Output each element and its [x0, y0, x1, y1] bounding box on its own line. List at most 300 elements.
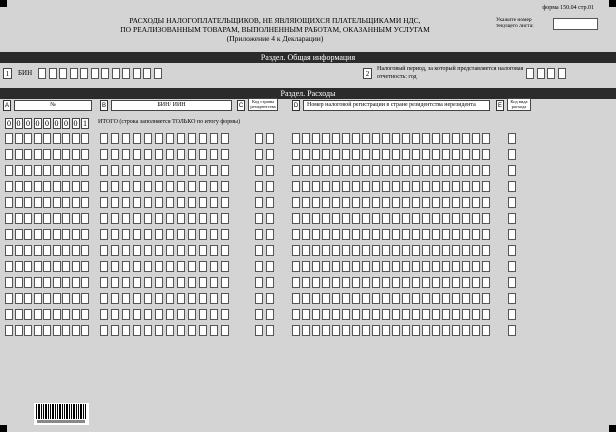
country-code-cell[interactable] — [266, 181, 274, 192]
tax-registration-cell[interactable] — [402, 325, 410, 336]
bin-iin-cell[interactable] — [188, 213, 196, 224]
row-number-cell[interactable] — [15, 133, 23, 144]
tax-registration-cell[interactable] — [472, 261, 480, 272]
row-number-cell[interactable] — [62, 149, 70, 160]
tax-registration-cell[interactable] — [362, 149, 370, 160]
tax-registration-cell[interactable] — [402, 197, 410, 208]
tax-registration-cell[interactable] — [332, 165, 340, 176]
tax-registration-cell[interactable] — [432, 133, 440, 144]
tax-registration-cell[interactable] — [432, 309, 440, 320]
bin-iin-cell[interactable] — [210, 325, 218, 336]
tax-registration-cell[interactable] — [382, 261, 390, 272]
tax-registration-cell[interactable] — [342, 277, 350, 288]
bin-iin-cell[interactable] — [166, 133, 174, 144]
bin-iin-cell[interactable] — [144, 293, 152, 304]
tax-registration-cell[interactable] — [422, 245, 430, 256]
tax-registration-cell[interactable] — [422, 277, 430, 288]
bin-iin-cell[interactable] — [100, 149, 108, 160]
bin-iin-cell[interactable] — [177, 261, 185, 272]
bin-iin-cell[interactable] — [221, 149, 229, 160]
tax-registration-cell[interactable] — [382, 197, 390, 208]
tax-registration-cell[interactable] — [482, 293, 490, 304]
row-number-cell[interactable] — [72, 309, 80, 320]
tax-registration-cell[interactable] — [372, 133, 380, 144]
tax-registration-cell[interactable] — [422, 293, 430, 304]
tax-registration-cell[interactable] — [432, 245, 440, 256]
bin-iin-cell[interactable] — [221, 245, 229, 256]
bin-iin-cell[interactable] — [111, 309, 119, 320]
row-number-cell[interactable] — [34, 213, 42, 224]
tax-registration-cell[interactable] — [362, 245, 370, 256]
tax-registration-cell[interactable] — [322, 293, 330, 304]
tax-registration-cell[interactable] — [432, 181, 440, 192]
tax-registration-cell[interactable] — [322, 165, 330, 176]
tax-registration-cell[interactable] — [412, 293, 420, 304]
tax-registration-cell[interactable] — [392, 245, 400, 256]
tax-registration-cell[interactable] — [402, 229, 410, 240]
bin-iin-cell[interactable] — [111, 181, 119, 192]
tax-registration-cell[interactable] — [452, 149, 460, 160]
tax-registration-cell[interactable] — [442, 245, 450, 256]
bin-iin-cell[interactable] — [144, 165, 152, 176]
tax-registration-cell[interactable] — [292, 309, 300, 320]
bin-iin-cell[interactable] — [144, 325, 152, 336]
bin-iin-cell[interactable] — [100, 277, 108, 288]
tax-registration-cell[interactable] — [462, 245, 470, 256]
row-number-cell[interactable] — [43, 245, 51, 256]
row-number-cell[interactable] — [34, 181, 42, 192]
tax-registration-cell[interactable] — [382, 133, 390, 144]
row-number-cell[interactable] — [5, 149, 13, 160]
tax-registration-cell[interactable] — [302, 165, 310, 176]
bin-iin-cell[interactable] — [100, 229, 108, 240]
row-number-cell[interactable] — [81, 133, 89, 144]
bin-iin-cell[interactable] — [199, 309, 207, 320]
tax-registration-cell[interactable] — [322, 149, 330, 160]
tax-registration-cell[interactable] — [472, 277, 480, 288]
row-number-cell[interactable] — [43, 133, 51, 144]
bin-iin-cell[interactable] — [122, 325, 130, 336]
row-number-cell[interactable] — [5, 165, 13, 176]
bin-iin-cell[interactable] — [199, 213, 207, 224]
country-code-cell[interactable] — [266, 325, 274, 336]
tax-registration-cell[interactable] — [342, 325, 350, 336]
tax-registration-cell[interactable] — [392, 133, 400, 144]
bin-iin-cell[interactable] — [155, 277, 163, 288]
row-number-cell[interactable] — [81, 261, 89, 272]
row-number-cell[interactable] — [72, 165, 80, 176]
bin-iin-cell[interactable] — [133, 325, 141, 336]
tax-registration-cell[interactable] — [352, 293, 360, 304]
bin-iin-cell[interactable] — [199, 261, 207, 272]
tax-registration-cell[interactable] — [472, 133, 480, 144]
bin-iin-cell[interactable] — [210, 165, 218, 176]
bin-iin-cell[interactable] — [133, 181, 141, 192]
tax-registration-cell[interactable] — [332, 181, 340, 192]
bin-iin-cell[interactable] — [155, 197, 163, 208]
tax-registration-cell[interactable] — [352, 277, 360, 288]
row-number-cell[interactable] — [43, 277, 51, 288]
bin-cell[interactable] — [122, 68, 130, 79]
tax-registration-cell[interactable] — [462, 261, 470, 272]
bin-iin-cell[interactable] — [100, 133, 108, 144]
tax-registration-cell[interactable] — [482, 245, 490, 256]
expense-type-cell[interactable] — [508, 309, 516, 320]
row-number-cell[interactable] — [62, 309, 70, 320]
tax-registration-cell[interactable] — [382, 245, 390, 256]
tax-registration-cell[interactable] — [472, 149, 480, 160]
row-number-cell[interactable] — [24, 197, 32, 208]
row-number-cell[interactable] — [34, 149, 42, 160]
tax-registration-cell[interactable] — [302, 309, 310, 320]
tax-registration-cell[interactable] — [352, 325, 360, 336]
tax-registration-cell[interactable] — [392, 197, 400, 208]
tax-registration-cell[interactable] — [312, 309, 320, 320]
tax-registration-cell[interactable] — [332, 133, 340, 144]
row-number-cell[interactable] — [15, 149, 23, 160]
bin-iin-cell[interactable] — [155, 165, 163, 176]
bin-iin-cell[interactable] — [188, 181, 196, 192]
bin-iin-cell[interactable] — [166, 277, 174, 288]
country-code-cell[interactable] — [255, 197, 263, 208]
bin-iin-cell[interactable] — [166, 229, 174, 240]
tax-registration-cell[interactable] — [302, 277, 310, 288]
tax-registration-cell[interactable] — [352, 165, 360, 176]
tax-registration-cell[interactable] — [402, 165, 410, 176]
bin-iin-cell[interactable] — [144, 229, 152, 240]
row-number-cell[interactable] — [53, 325, 61, 336]
row-number-cell[interactable] — [43, 261, 51, 272]
tax-registration-cell[interactable] — [342, 309, 350, 320]
tax-registration-cell[interactable] — [462, 165, 470, 176]
tax-registration-cell[interactable] — [332, 325, 340, 336]
bin-iin-cell[interactable] — [122, 165, 130, 176]
tax-registration-cell[interactable] — [352, 309, 360, 320]
tax-registration-cell[interactable] — [342, 229, 350, 240]
tax-registration-cell[interactable] — [372, 261, 380, 272]
tax-registration-cell[interactable] — [352, 197, 360, 208]
row-number-cell[interactable] — [72, 277, 80, 288]
row-number-cell[interactable] — [62, 245, 70, 256]
row-number-cell[interactable] — [34, 197, 42, 208]
tax-registration-cell[interactable] — [412, 325, 420, 336]
row-number-cell[interactable] — [62, 325, 70, 336]
tax-registration-cell[interactable] — [402, 213, 410, 224]
tax-registration-cell[interactable] — [292, 197, 300, 208]
tax-registration-cell[interactable] — [402, 293, 410, 304]
bin-iin-cell[interactable] — [100, 325, 108, 336]
country-code-cell[interactable] — [266, 309, 274, 320]
tax-registration-cell[interactable] — [372, 213, 380, 224]
tax-registration-cell[interactable] — [392, 149, 400, 160]
tax-registration-cell[interactable] — [312, 149, 320, 160]
tax-registration-cell[interactable] — [482, 197, 490, 208]
tax-registration-cell[interactable] — [342, 197, 350, 208]
row-number-cell[interactable] — [34, 165, 42, 176]
bin-iin-cell[interactable] — [221, 309, 229, 320]
row-number-cell[interactable] — [81, 149, 89, 160]
tax-registration-cell[interactable] — [312, 293, 320, 304]
row-number-cell[interactable] — [5, 325, 13, 336]
tax-registration-cell[interactable] — [382, 165, 390, 176]
tax-registration-cell[interactable] — [392, 309, 400, 320]
row-number-cell[interactable] — [43, 149, 51, 160]
bin-cell[interactable] — [154, 68, 162, 79]
tax-registration-cell[interactable] — [452, 181, 460, 192]
tax-registration-cell[interactable] — [472, 245, 480, 256]
bin-iin-cell[interactable] — [210, 229, 218, 240]
bin-iin-cell[interactable] — [133, 213, 141, 224]
bin-iin-cell[interactable] — [100, 309, 108, 320]
row-number-cell[interactable] — [24, 149, 32, 160]
tax-registration-cell[interactable] — [302, 181, 310, 192]
row-number-cell[interactable] — [24, 277, 32, 288]
tax-registration-cell[interactable] — [302, 229, 310, 240]
tax-registration-cell[interactable] — [482, 325, 490, 336]
bin-iin-cell[interactable] — [210, 133, 218, 144]
tax-registration-cell[interactable] — [322, 261, 330, 272]
tax-registration-cell[interactable] — [422, 261, 430, 272]
tax-registration-cell[interactable] — [352, 229, 360, 240]
bin-iin-cell[interactable] — [199, 197, 207, 208]
tax-registration-cell[interactable] — [442, 261, 450, 272]
bin-iin-cell[interactable] — [221, 325, 229, 336]
tax-registration-cell[interactable] — [452, 325, 460, 336]
bin-iin-cell[interactable] — [166, 245, 174, 256]
tax-registration-cell[interactable] — [292, 149, 300, 160]
row-number-cell[interactable] — [34, 277, 42, 288]
tax-registration-cell[interactable] — [422, 309, 430, 320]
row-number-cell[interactable] — [72, 293, 80, 304]
row-number-cell[interactable] — [62, 181, 70, 192]
tax-registration-cell[interactable] — [452, 229, 460, 240]
tax-registration-cell[interactable] — [412, 261, 420, 272]
tax-registration-cell[interactable] — [332, 293, 340, 304]
bin-iin-cell[interactable] — [144, 149, 152, 160]
bin-iin-cell[interactable] — [122, 245, 130, 256]
bin-iin-cell[interactable] — [144, 213, 152, 224]
row-number-cell[interactable] — [62, 277, 70, 288]
country-code-cell[interactable] — [255, 133, 263, 144]
bin-iin-cell[interactable] — [210, 197, 218, 208]
tax-registration-cell[interactable] — [312, 277, 320, 288]
tax-registration-cell[interactable] — [432, 325, 440, 336]
bin-iin-cell[interactable] — [221, 181, 229, 192]
bin-iin-cell[interactable] — [221, 277, 229, 288]
tax-registration-cell[interactable] — [452, 245, 460, 256]
bin-iin-cell[interactable] — [188, 309, 196, 320]
tax-registration-cell[interactable] — [292, 181, 300, 192]
tax-registration-cell[interactable] — [412, 197, 420, 208]
tax-registration-cell[interactable] — [442, 325, 450, 336]
bin-iin-cell[interactable] — [133, 293, 141, 304]
row-number-cell[interactable] — [72, 133, 80, 144]
tax-registration-cell[interactable] — [412, 149, 420, 160]
expense-type-cell[interactable] — [508, 181, 516, 192]
tax-registration-cell[interactable] — [372, 309, 380, 320]
row-number-cell[interactable] — [43, 197, 51, 208]
tax-registration-cell[interactable] — [422, 181, 430, 192]
bin-iin-cell[interactable] — [155, 149, 163, 160]
tax-registration-cell[interactable] — [472, 229, 480, 240]
bin-iin-cell[interactable] — [155, 325, 163, 336]
country-code-cell[interactable] — [266, 213, 274, 224]
tax-registration-cell[interactable] — [422, 213, 430, 224]
tax-registration-cell[interactable] — [392, 277, 400, 288]
tax-registration-cell[interactable] — [362, 197, 370, 208]
tax-registration-cell[interactable] — [382, 325, 390, 336]
bin-iin-cell[interactable] — [199, 229, 207, 240]
tax-registration-cell[interactable] — [322, 309, 330, 320]
tax-registration-cell[interactable] — [432, 277, 440, 288]
row-number-cell[interactable] — [43, 293, 51, 304]
bin-iin-cell[interactable] — [188, 325, 196, 336]
bin-iin-cell[interactable] — [188, 245, 196, 256]
country-code-cell[interactable] — [266, 149, 274, 160]
expense-type-cell[interactable] — [508, 229, 516, 240]
tax-registration-cell[interactable] — [312, 181, 320, 192]
bin-iin-cell[interactable] — [111, 229, 119, 240]
tax-registration-cell[interactable] — [362, 309, 370, 320]
tax-registration-cell[interactable] — [382, 229, 390, 240]
row-number-cell[interactable] — [81, 293, 89, 304]
country-code-cell[interactable] — [266, 197, 274, 208]
row-number-cell[interactable] — [53, 293, 61, 304]
bin-iin-cell[interactable] — [177, 293, 185, 304]
tax-registration-cell[interactable] — [372, 325, 380, 336]
tax-registration-cell[interactable] — [462, 293, 470, 304]
tax-registration-cell[interactable] — [342, 133, 350, 144]
row-number-cell[interactable] — [81, 229, 89, 240]
bin-iin-cell[interactable] — [221, 229, 229, 240]
tax-registration-cell[interactable] — [392, 261, 400, 272]
tax-registration-cell[interactable] — [332, 197, 340, 208]
bin-iin-cell[interactable] — [111, 245, 119, 256]
bin-iin-cell[interactable] — [177, 197, 185, 208]
tax-registration-cell[interactable] — [462, 309, 470, 320]
tax-registration-cell[interactable] — [462, 325, 470, 336]
expense-type-cell[interactable] — [508, 213, 516, 224]
bin-iin-cell[interactable] — [133, 245, 141, 256]
row-number-cell[interactable] — [53, 197, 61, 208]
tax-registration-cell[interactable] — [372, 165, 380, 176]
bin-iin-cell[interactable] — [210, 149, 218, 160]
row-number-cell[interactable] — [5, 293, 13, 304]
tax-registration-cell[interactable] — [372, 245, 380, 256]
tax-registration-cell[interactable] — [392, 293, 400, 304]
country-code-cell[interactable] — [266, 133, 274, 144]
tax-registration-cell[interactable] — [442, 181, 450, 192]
bin-iin-cell[interactable] — [166, 165, 174, 176]
bin-cell[interactable] — [133, 68, 141, 79]
bin-iin-cell[interactable] — [111, 197, 119, 208]
row-number-cell[interactable] — [53, 309, 61, 320]
country-code-cell[interactable] — [266, 261, 274, 272]
bin-iin-cell[interactable] — [188, 261, 196, 272]
tax-registration-cell[interactable] — [472, 197, 480, 208]
bin-iin-cell[interactable] — [177, 149, 185, 160]
row-number-cell[interactable] — [15, 261, 23, 272]
tax-registration-cell[interactable] — [312, 261, 320, 272]
tax-registration-cell[interactable] — [362, 277, 370, 288]
tax-registration-cell[interactable] — [462, 277, 470, 288]
bin-iin-cell[interactable] — [111, 277, 119, 288]
country-code-cell[interactable] — [255, 213, 263, 224]
tax-registration-cell[interactable] — [402, 133, 410, 144]
tax-registration-cell[interactable] — [482, 229, 490, 240]
bin-iin-cell[interactable] — [100, 165, 108, 176]
tax-registration-cell[interactable] — [482, 149, 490, 160]
year-cell[interactable] — [558, 68, 566, 79]
bin-iin-cell[interactable] — [210, 181, 218, 192]
tax-registration-cell[interactable] — [442, 197, 450, 208]
row-number-cell[interactable] — [15, 197, 23, 208]
bin-iin-cell[interactable] — [155, 229, 163, 240]
tax-registration-cell[interactable] — [372, 293, 380, 304]
row-number-cell[interactable] — [62, 133, 70, 144]
tax-registration-cell[interactable] — [482, 261, 490, 272]
row-number-cell[interactable] — [24, 309, 32, 320]
row-number-cell[interactable] — [15, 325, 23, 336]
bin-iin-cell[interactable] — [100, 181, 108, 192]
tax-registration-cell[interactable] — [412, 245, 420, 256]
tax-registration-cell[interactable] — [312, 213, 320, 224]
bin-iin-cell[interactable] — [155, 309, 163, 320]
bin-iin-cell[interactable] — [155, 293, 163, 304]
row-number-cell[interactable] — [15, 181, 23, 192]
tax-registration-cell[interactable] — [412, 277, 420, 288]
tax-registration-cell[interactable] — [322, 197, 330, 208]
country-code-cell[interactable] — [266, 293, 274, 304]
country-code-cell[interactable] — [266, 165, 274, 176]
country-code-cell[interactable] — [266, 277, 274, 288]
bin-iin-cell[interactable] — [210, 293, 218, 304]
bin-cell[interactable] — [91, 68, 99, 79]
bin-iin-cell[interactable] — [122, 213, 130, 224]
tax-registration-cell[interactable] — [332, 277, 340, 288]
tax-registration-cell[interactable] — [372, 181, 380, 192]
tax-registration-cell[interactable] — [392, 229, 400, 240]
tax-registration-cell[interactable] — [302, 293, 310, 304]
tax-registration-cell[interactable] — [452, 309, 460, 320]
tax-registration-cell[interactable] — [432, 213, 440, 224]
bin-iin-cell[interactable] — [155, 245, 163, 256]
bin-iin-cell[interactable] — [166, 261, 174, 272]
row-number-cell[interactable] — [81, 277, 89, 288]
tax-registration-cell[interactable] — [352, 261, 360, 272]
bin-iin-cell[interactable] — [221, 165, 229, 176]
bin-cell[interactable] — [49, 68, 57, 79]
tax-registration-cell[interactable] — [422, 165, 430, 176]
tax-registration-cell[interactable] — [352, 133, 360, 144]
bin-cell[interactable] — [80, 68, 88, 79]
bin-iin-cell[interactable] — [144, 309, 152, 320]
tax-registration-cell[interactable] — [302, 197, 310, 208]
tax-registration-cell[interactable] — [322, 213, 330, 224]
row-number-cell[interactable] — [53, 229, 61, 240]
bin-iin-cell[interactable] — [177, 325, 185, 336]
tax-registration-cell[interactable] — [372, 197, 380, 208]
tax-registration-cell[interactable] — [482, 165, 490, 176]
country-code-cell[interactable] — [255, 245, 263, 256]
row-number-cell[interactable] — [62, 261, 70, 272]
tax-registration-cell[interactable] — [372, 229, 380, 240]
row-number-cell[interactable] — [72, 245, 80, 256]
tax-registration-cell[interactable] — [362, 213, 370, 224]
tax-registration-cell[interactable] — [442, 229, 450, 240]
tax-registration-cell[interactable] — [442, 165, 450, 176]
bin-iin-cell[interactable] — [100, 293, 108, 304]
